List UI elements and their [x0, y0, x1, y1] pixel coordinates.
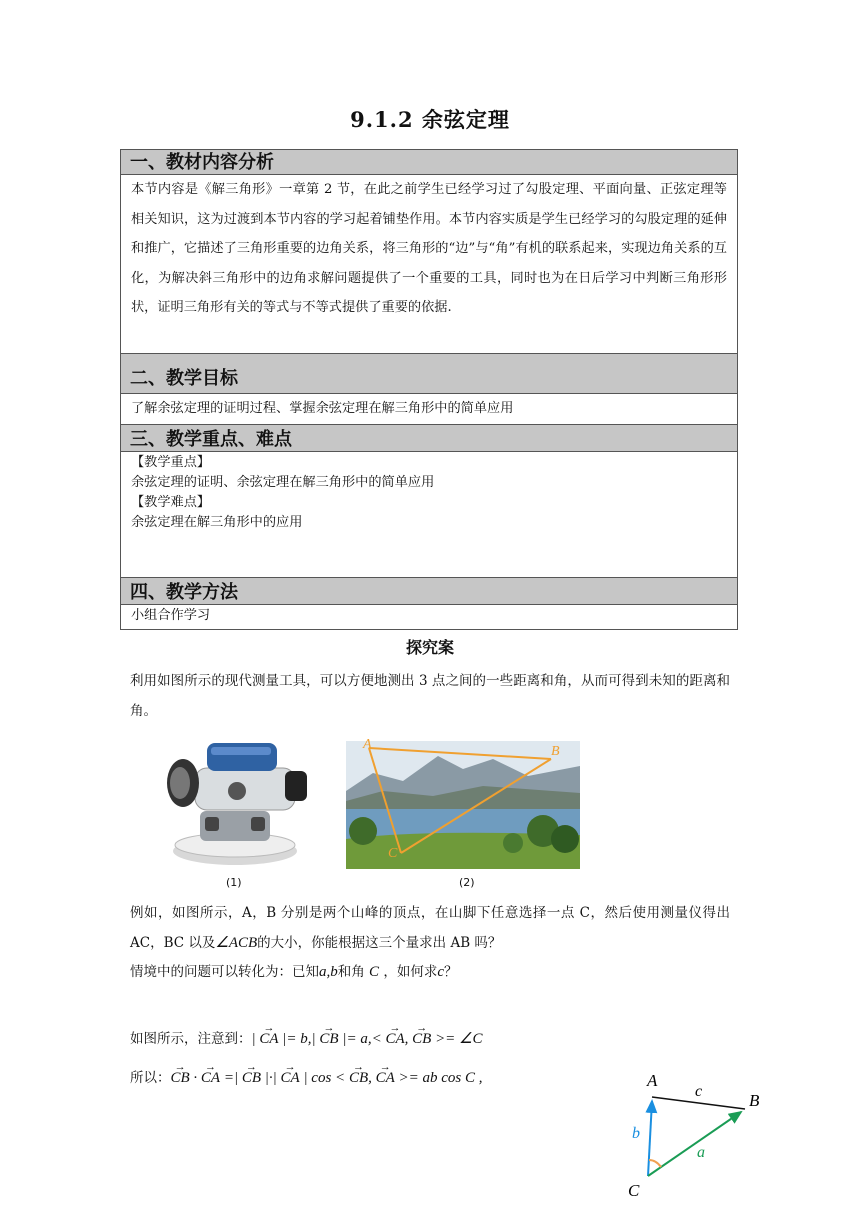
vector-triangle-diagram — [612, 1068, 777, 1203]
explore-intro: 利用如图所示的现代测量工具，可以方便地测出 3 点之间的一些距离和角，从而可得到未知的距离和角。 — [130, 673, 730, 719]
vector-cb: → CB — [242, 1063, 261, 1093]
figure-caption-1: (1) — [226, 876, 242, 889]
vertex-label-c: C — [628, 1181, 640, 1200]
vector-cb: → CB — [412, 1024, 431, 1054]
key-point-text: 余弦定理的证明、余弦定理在解三角形中的简单应用 — [131, 475, 435, 490]
landscape-photo-figure — [343, 731, 583, 871]
example-text-1: 例如，如图所示，A，B 分别是两个山峰的顶点，在山脚下任意选择一点 C，然后使用测量仪得出 AC，BC 以及 — [130, 905, 730, 951]
section-heading: 一、教材内容分析 — [121, 150, 737, 175]
example-paragraph — [130, 898, 730, 958]
section-heading: 四、教学方法 — [121, 578, 737, 605]
angle-c-mark — [649, 1160, 661, 1167]
section-body: 了解余弦定理的证明过程、掌握余弦定理在解三角形中的简单应用 — [121, 394, 737, 425]
situation-text: 和角 — [337, 964, 365, 980]
note-paragraph — [130, 1024, 730, 1054]
note-text: 如图所示，注意到： — [130, 1031, 252, 1047]
situation-text: ？ — [444, 964, 458, 980]
section-heading: 三、教学重点、难点 — [121, 425, 737, 452]
explore-title: 探究案 — [405, 638, 454, 657]
vector-ca: → CA — [376, 1063, 395, 1093]
situation-text: 情境中的问题可以转化为：已知 — [130, 964, 319, 980]
photo-label-b: B — [551, 744, 560, 759]
side-label-b: b — [632, 1125, 640, 1142]
section-body — [121, 175, 737, 354]
situation-text: ，如何求 — [383, 964, 438, 980]
label-key-point: 【教学重点】 — [131, 455, 211, 470]
figure-caption-2: (2) — [459, 876, 475, 889]
math-angle-c: C — [369, 964, 380, 980]
vector-cb: → CB — [171, 1063, 190, 1093]
vertex-label-b: B — [749, 1091, 760, 1110]
section-body — [121, 452, 737, 578]
so-text: 所以： — [130, 1070, 171, 1086]
section-heading: 二、教学目标 — [121, 354, 737, 394]
lesson-table — [120, 149, 738, 630]
vector-cb: → CB — [349, 1063, 368, 1093]
vector-ca: → CA — [385, 1024, 404, 1054]
section-body: 小组合作学习 — [131, 608, 211, 623]
vector-ca-arrow — [648, 1101, 652, 1176]
page-title: 9.1.2 余弦定理 — [350, 107, 510, 132]
vector-ca: → CA — [201, 1063, 220, 1093]
math-c: c — [437, 964, 445, 980]
vertex-label-a: A — [647, 1071, 658, 1090]
photo-label-a: A — [363, 737, 372, 752]
section-text: 本节内容是《解三角形》一章第 2 节，在此之前学生已经学习过了勾股定理、平面向量、正弦定理等相关知识，这为过渡到本节内容的学习起着铺垫作用。本节内容实质是学生已经学习的勾股定理的延伸和推广，它描述了三角形重要的边角关系，将三角形的“边”与“角”有机的联系起来，实现边角关系的互化，为解决斜三角形中的边角求解问题提供了一个重要的工具，同时也为在日后学习中判断三角形形状，证明三角形有关的等式与不等式提供了重要的依据. — [131, 182, 727, 315]
side-label-a: a — [697, 1144, 705, 1161]
angle-acb: ∠ACB — [215, 935, 258, 951]
photo-label-c: C — [388, 846, 398, 861]
vector-cb-arrow — [648, 1112, 741, 1176]
formula-magnitudes: | → CA |= b,| → CB |= a,< → CA, → CB >= ∠C — [252, 1031, 483, 1047]
example-text-2: 的大小，你能根据这三个量求出 AB 吗？ — [257, 935, 502, 951]
side-label-c: c — [695, 1083, 703, 1100]
difficulty-text: 余弦定理在解三角形中的应用 — [131, 515, 303, 530]
surveying-instrument-figure — [155, 733, 325, 873]
label-difficulty: 【教学难点】 — [131, 495, 211, 510]
situation-paragraph — [130, 957, 730, 987]
math-ab: a,b — [319, 964, 338, 980]
vector-ca: → CA — [281, 1063, 300, 1093]
vector-ca: → CA — [259, 1024, 278, 1054]
formula-dot-product: → CB · → CA =| → CB |·| → CA | cos < → CB, → CA >= ab cos C , — [171, 1070, 483, 1086]
vector-cb: → CB — [319, 1024, 338, 1054]
